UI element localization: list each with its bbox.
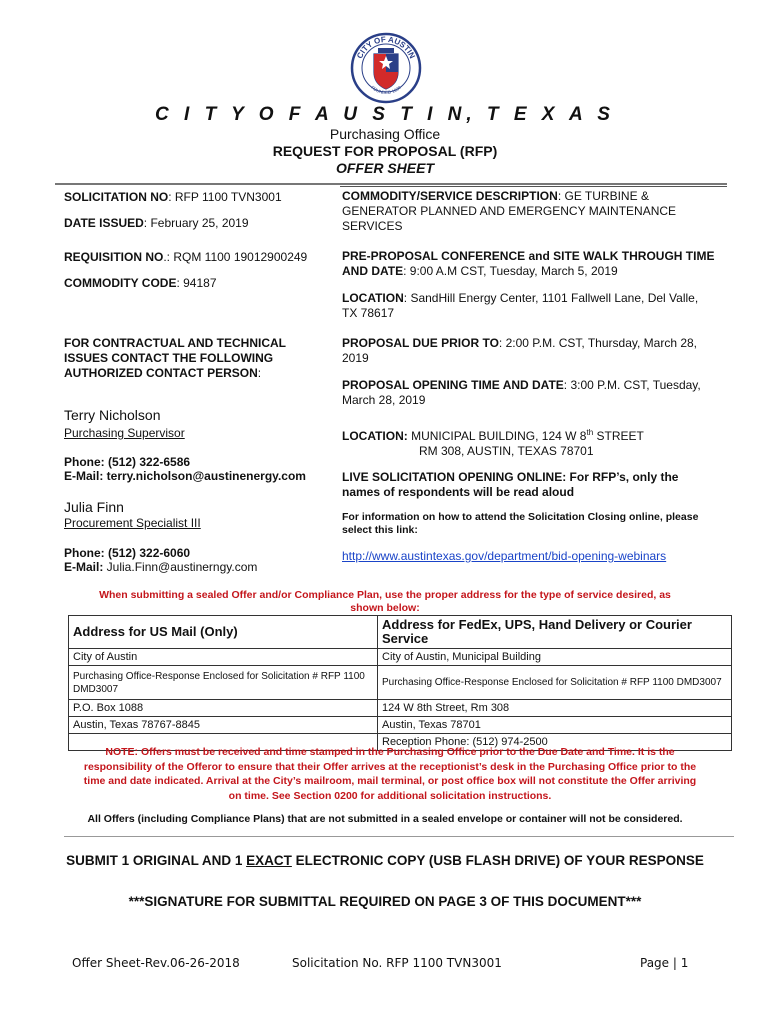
commodity-code-label: COMMODITY CODE (64, 276, 177, 290)
contact2-email-label: E-Mail: (64, 560, 104, 574)
footer-solicitation: Solicitation No. RFP 1100 TVN3001 (292, 956, 502, 970)
location-label: LOCATION (342, 291, 404, 305)
opening-location (342, 425, 732, 459)
commodity-label: COMMODITY/SERVICE DESCRIPTION (342, 189, 558, 203)
table-cell: Austin, Texas 78767-8845 (69, 717, 378, 734)
due-label: PROPOSAL DUE PRIOR TO (342, 336, 499, 350)
contact-heading-line: FOR CONTRACTUAL AND TECHNICAL (64, 336, 286, 350)
commodity-value: GENERATOR PLANNED AND EMERGENCY MAINTENANCE (342, 204, 677, 218)
table-row (69, 649, 732, 666)
note-line: NOTE: Offers must be received and time stamped in the Purchasing Office prior to the Due Date and Time. It is the (105, 746, 675, 758)
courier-header: Address for FedEx, UPS, Hand Delivery or Courier Service (378, 616, 732, 649)
header-divider-right (340, 186, 727, 187)
commodity-code (64, 276, 217, 291)
table-cell: Purchasing Office-Response Enclosed for Solicitation # RFP 1100 DMD3007 (378, 666, 732, 700)
solicitation-number (64, 190, 282, 205)
contact1-title: Purchasing Supervisor (64, 426, 185, 440)
preproposal-date-value: : 9:00 A.M CST, Tuesday, March 5, 2019 (403, 264, 618, 278)
due-value: 2019 (342, 351, 369, 365)
document-type: REQUEST FOR PROPOSAL (RFP) (272, 143, 498, 159)
note-line: on time. See Section 0200 for additional solicitation instructions. (228, 789, 552, 802)
preproposal-date-label: AND DATE (342, 264, 404, 278)
address-notice (0, 589, 770, 615)
live-opening-notice (342, 470, 742, 500)
date-value: : February 25, 2019 (143, 216, 249, 230)
table-cell: City of Austin, Municipal Building (378, 649, 732, 666)
contact2-email-value: Julia.Finn@austinerngy.com (103, 560, 258, 574)
commodity-code-value: : 94187 (176, 276, 217, 290)
online-info-line: For information on how to attend the Solicitation Closing online, please (342, 511, 699, 523)
location2-value: MUNICIPAL BUILDING, 124 W 8 (407, 429, 587, 443)
commodity-description (342, 189, 732, 234)
table-cell: Reception Phone: (512) 974-2500 (378, 734, 732, 751)
sealed-notice: All Offers (including Compliance Plans) that are not submitted in a sealed envelope or container will not be considered. (87, 813, 683, 825)
seal-subtext: FOUNDED 1839 (370, 84, 402, 96)
contact-heading (64, 336, 286, 381)
contact2-email[interactable] (64, 560, 257, 575)
live-opening-line: LIVE SOLICITATION OPENING ONLINE: For RFP’s, only the (342, 470, 679, 484)
submission-note (40, 745, 740, 803)
location-value: TX 78617 (342, 306, 395, 320)
online-info (342, 511, 742, 537)
contact2-name: Julia Finn (64, 499, 124, 515)
webinar-link[interactable]: http://www.austintexas.gov/department/bid-opening-webinars (342, 549, 667, 563)
online-info-line: select this link: (342, 524, 418, 536)
location2-label: LOCATION: (342, 429, 408, 443)
location-value: : SandHill Energy Center, 1101 Fallwell Lane, Del Valle, (403, 291, 699, 305)
table-cell: P.O. Box 1088 (69, 700, 378, 717)
contact2-title: Procurement Specialist III (64, 516, 201, 530)
table-cell: City of Austin (69, 649, 378, 666)
table-cell: Austin, Texas 78701 (378, 717, 732, 734)
footer-page-number: Page | 1 (640, 956, 689, 970)
opening-label: PROPOSAL OPENING TIME AND DATE (342, 378, 564, 392)
usmail-header: Address for US Mail (Only) (69, 616, 378, 649)
opening-value: March 28, 2019 (342, 393, 426, 407)
location2-sup: th (586, 428, 594, 437)
location2-value: RM 308, AUSTIN, TEXAS 78701 (419, 444, 594, 458)
office-name: Purchasing Office (329, 126, 441, 142)
solicitation-value: : RFP 1100 TVN3001 (168, 190, 282, 204)
signature-notice: ***SIGNATURE FOR SUBMITTAL REQUIRED ON PAGE 3 OF THIS DOCUMENT*** (128, 894, 642, 909)
header-divider (55, 183, 727, 185)
contact1-name: Terry Nicholson (64, 407, 161, 423)
live-opening-line: names of respondents will be read aloud (342, 485, 575, 499)
opening-value: : 3:00 P.M. CST, Tuesday, (563, 378, 701, 392)
table-row (69, 717, 732, 734)
address-table-header (69, 616, 732, 649)
contact-heading-colon: : (257, 366, 262, 380)
proposal-due (342, 336, 732, 366)
proposal-opening (342, 378, 732, 408)
table-cell: Purchasing Office-Response Enclosed for Solicitation # RFP 1100 DMD3007 (69, 666, 378, 700)
contact2-phone: Phone: (512) 322-6060 (64, 546, 191, 560)
contact1-phone: Phone: (512) 322-6586 (64, 455, 191, 469)
site-location (342, 291, 732, 321)
date-issued (64, 216, 249, 231)
seal-text: CITY OF AUSTIN (355, 34, 417, 60)
location2-value: STREET (593, 429, 644, 443)
solicitation-label: SOLICITATION NO (64, 190, 169, 204)
note-line: responsibility of the Offeror to ensure that their Offer arrives at the receptionist’s desk in the Purchasing Office prior to the (83, 760, 697, 773)
submit-text: ELECTRONIC COPY (USB FLASH DRIVE) OF YOUR RESPONSE (291, 853, 704, 868)
note-line: time and date indicated. Arrival at the City’s mailroom, mail terminal, or post office box will not constitute the Offer arriving (83, 775, 697, 787)
requisition-value: .: RQM 1100 19012900249 (163, 250, 308, 264)
commodity-value: SERVICES (342, 219, 403, 233)
contact-heading-line: AUTHORIZED CONTACT PERSON (64, 366, 258, 380)
requisition-label: REQUISITION NO (64, 250, 164, 264)
address-notice-line: shown below: (350, 602, 420, 614)
city-title: C I T Y O F A U S T I N, T E X A S (155, 104, 615, 125)
address-table (68, 615, 732, 751)
table-row (69, 666, 732, 700)
commodity-value: : GE TURBINE & (557, 189, 649, 203)
preproposal-heading: PRE-PROPOSAL CONFERENCE and SITE WALK THROUGH TIME (342, 249, 715, 263)
city-seal-logo (350, 32, 422, 104)
due-value: : 2:00 P.M. CST, Thursday, March 28, (498, 336, 698, 350)
submit-exact: EXACT (246, 853, 292, 868)
submit-text: SUBMIT 1 ORIGINAL AND 1 (66, 853, 247, 868)
submit-instruction (0, 853, 770, 868)
offer-sheet-title: OFFER SHEET (335, 160, 434, 176)
table-cell: 124 W 8th Street, Rm 308 (378, 700, 732, 717)
footer-revision: Offer Sheet-Rev.06-26-2018 (72, 956, 240, 970)
notice-divider (64, 836, 734, 837)
table-row (69, 700, 732, 717)
contact1-email[interactable]: E-Mail: terry.nicholson@austinenergy.com (64, 469, 306, 483)
address-notice-line: When submitting a sealed Offer and/or Compliance Plan, use the proper address for the type of service desired, as (99, 589, 671, 601)
contact-heading-line: ISSUES CONTACT THE FOLLOWING (64, 351, 274, 365)
date-label: DATE ISSUED (64, 216, 144, 230)
preproposal-conference (342, 249, 742, 279)
requisition-number (64, 250, 307, 265)
